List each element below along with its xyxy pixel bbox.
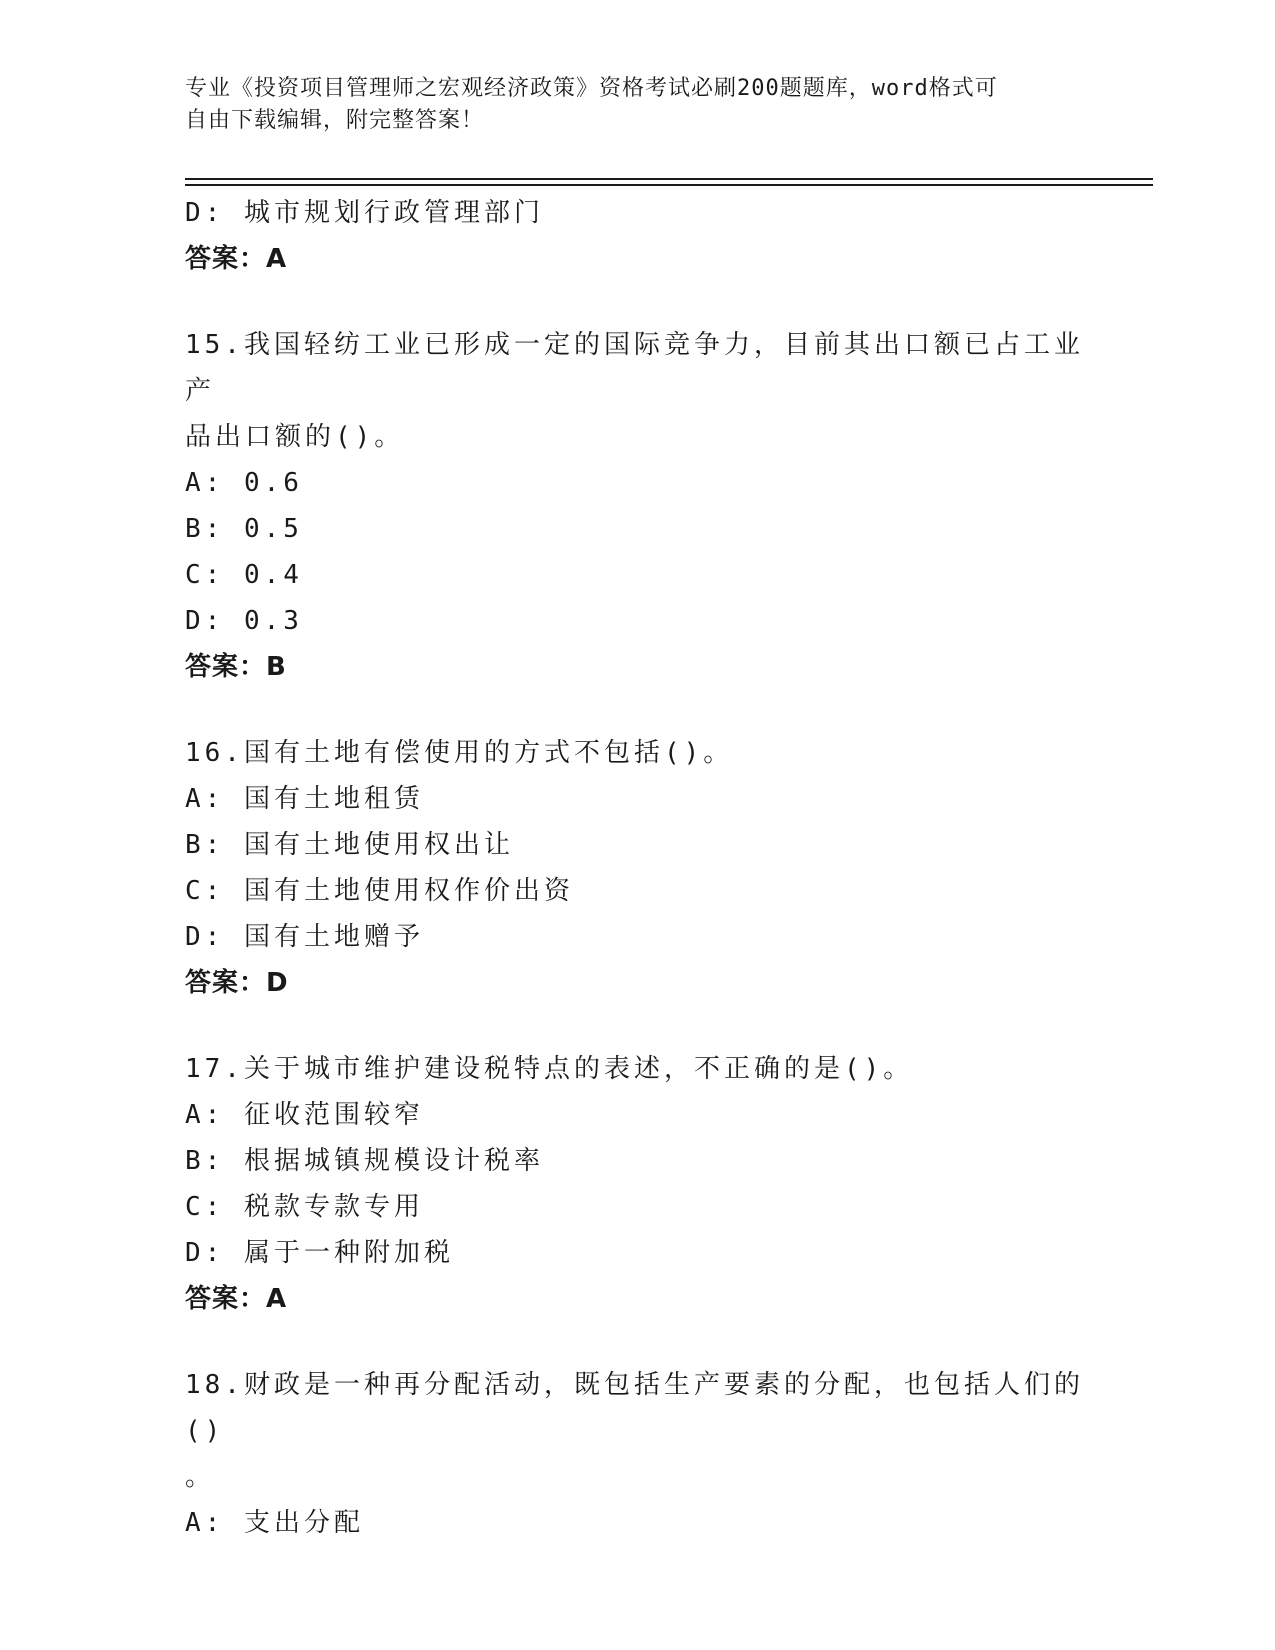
header-line-2: 自由下载编辑，附完整答案！ [185, 108, 485, 133]
question-stem-line-1: 18.财政是一种再分配活动，既包括生产要素的分配，也包括人们的() [185, 1370, 1084, 1446]
answer-text: 答案：B [185, 652, 287, 682]
answer-text: 答案：A [185, 1284, 288, 1314]
question-18 [185, 1362, 1085, 1546]
document-header [185, 73, 1085, 137]
option-c: C: 国有土地使用权作价出资 [185, 876, 574, 906]
question-stem-line-1: 17.关于城市维护建设税特点的表述，不正确的是()。 [185, 1054, 914, 1084]
option-d: D: 属于一种附加税 [185, 1238, 454, 1268]
option-a: A: 0.6 [185, 468, 303, 498]
question-17 [185, 1046, 1085, 1322]
previous-question-tail [185, 190, 1085, 282]
option-b: B: 根据城镇规模设计税率 [185, 1146, 544, 1176]
option-c: C: 0.4 [185, 560, 303, 590]
option-b: B: 0.5 [185, 514, 303, 544]
answer-text: 答案：D [185, 968, 289, 998]
question-stem [185, 322, 1085, 460]
option-d: D: 城市规划行政管理部门 [185, 198, 544, 228]
header-divider-bottom [185, 184, 1153, 186]
option-a: A: 支出分配 [185, 1508, 364, 1538]
option-a: A: 国有土地租赁 [185, 784, 424, 814]
question-list [185, 190, 1085, 1546]
question-stem-line-2: 。 [185, 1462, 216, 1492]
question-stem [185, 730, 1085, 776]
question-stem-line-1: 16.国有土地有偿使用的方式不包括()。 [185, 738, 734, 768]
question-stem [185, 1046, 1085, 1092]
option-b: B: 国有土地使用权出让 [185, 830, 514, 860]
option-d: D: 国有土地赠予 [185, 922, 424, 952]
header-line-1: 专业《投资项目管理师之宏观经济政策》资格考试必刷200题题库，word格式可 [185, 76, 998, 101]
question-15 [185, 322, 1085, 690]
header-divider-top [185, 178, 1153, 180]
option-a: A: 征收范围较窄 [185, 1100, 424, 1130]
option-c: C: 税款专款专用 [185, 1192, 424, 1222]
option-d: D: 0.3 [185, 606, 303, 636]
question-16 [185, 730, 1085, 1006]
question-stem-line-2: 品出口额的()。 [185, 422, 405, 452]
answer-text: 答案：A [185, 244, 288, 274]
question-stem-line-1: 15.我国轻纺工业已形成一定的国际竞争力，目前其出口额已占工业产 [185, 330, 1084, 406]
question-stem [185, 1362, 1085, 1500]
